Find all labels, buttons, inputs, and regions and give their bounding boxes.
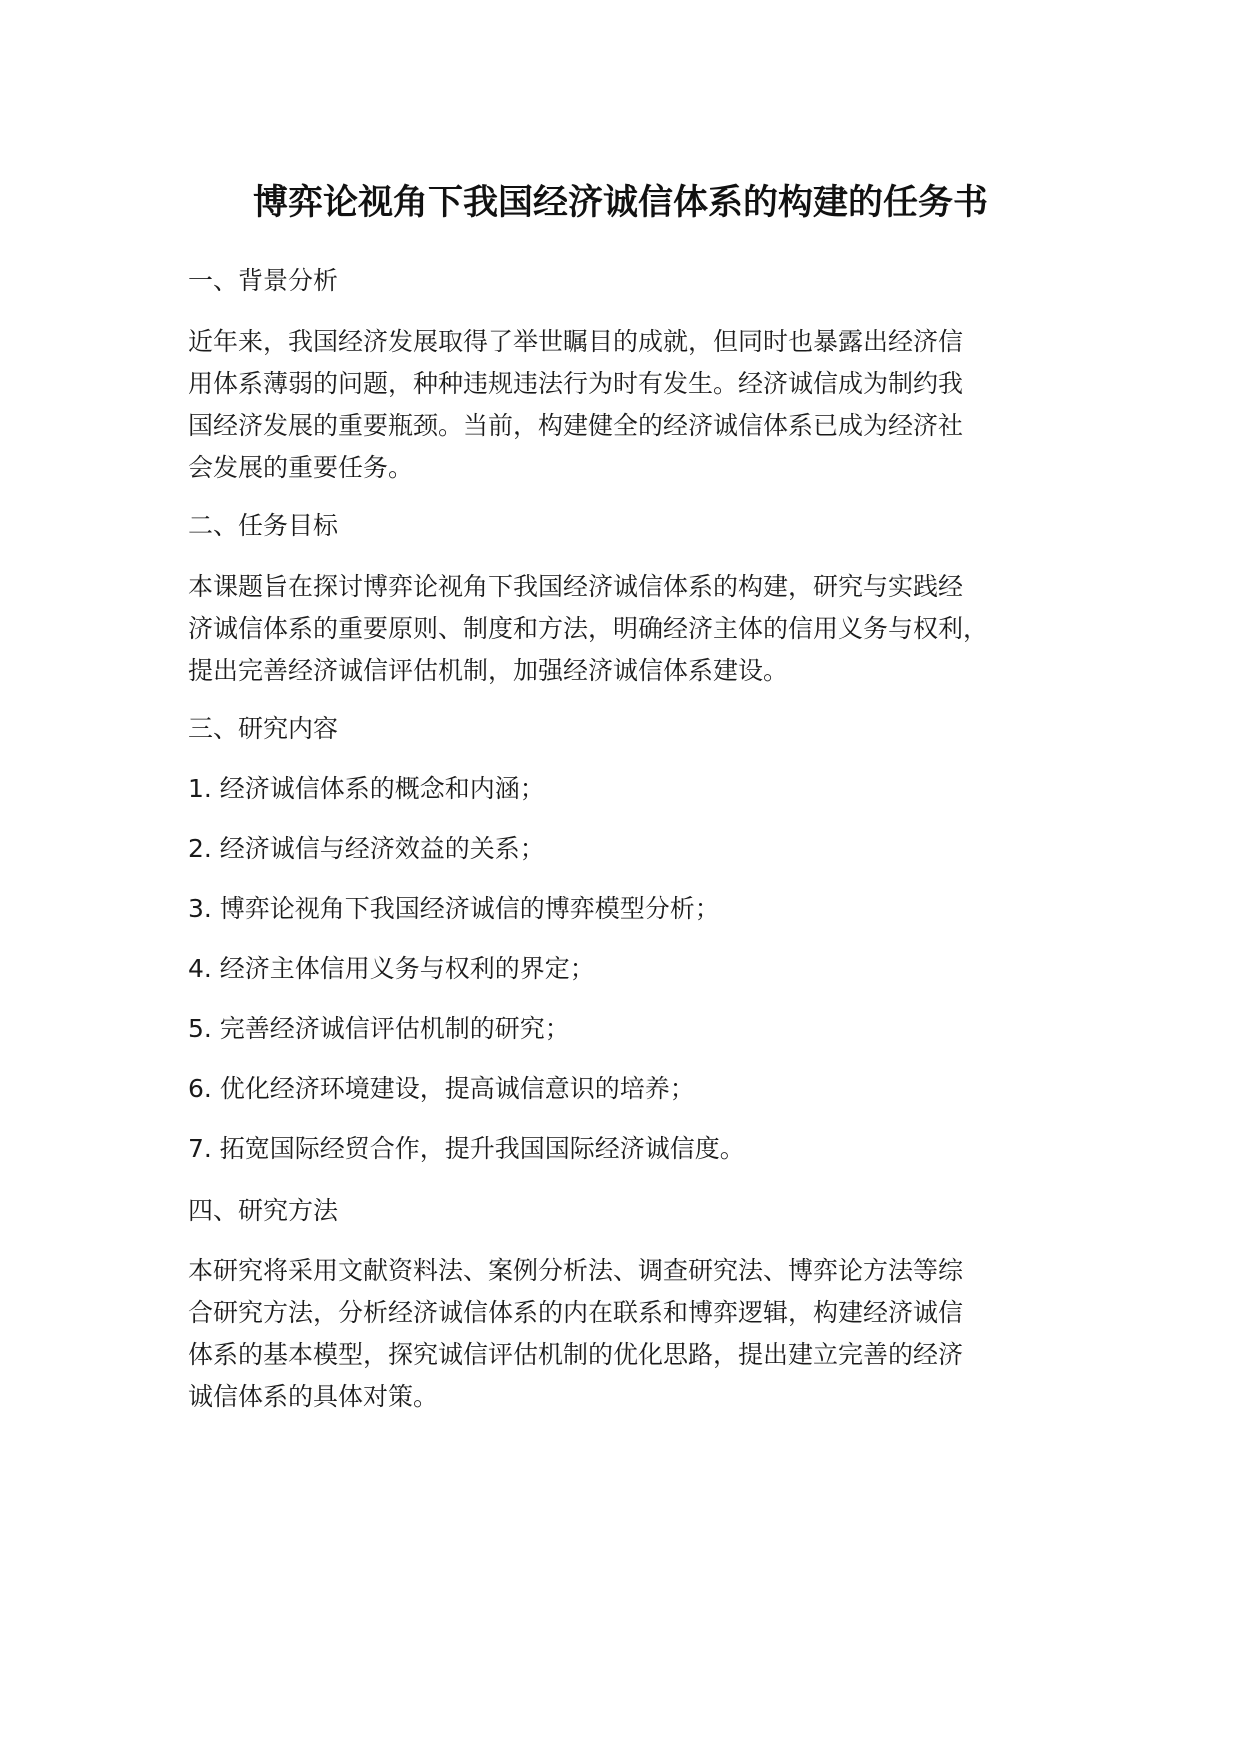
paragraph-line: 提出完善经济诚信评估机制，加强经济诚信体系建设。 (188, 656, 789, 685)
paragraph-line: 体系的基本模型，探究诚信评估机制的优化思路，提出建立完善的经济 (188, 1340, 964, 1369)
list-item: 3. 博弈论视角下我国经济诚信的博弈模型分析； (188, 894, 720, 923)
list-item: 4. 经济主体信用义务与权利的界定； (188, 954, 595, 983)
list-item: 6. 优化经济环境建设，提高诚信意识的培养； (188, 1074, 695, 1103)
paragraph-line: 国经济发展的重要瓶颈。当前，构建健全的经济诚信体系已成为经济社 (188, 411, 964, 440)
section-heading-method: 四、研究方法 (188, 1196, 339, 1225)
section-heading-background: 一、背景分析 (188, 266, 339, 295)
paragraph-line: 济诚信体系的重要原则、制度和方法，明确经济主体的信用义务与权利， (188, 614, 989, 643)
paragraph-line: 本课题旨在探讨博弈论视角下我国经济诚信体系的构建，研究与实践经 (188, 572, 964, 601)
list-item: 2. 经济诚信与经济效益的关系； (188, 834, 545, 863)
list-item: 7. 拓宽国际经贸合作，提升我国国际经济诚信度。 (188, 1134, 745, 1163)
section-body-goal (188, 566, 1088, 692)
paragraph-line: 用体系薄弱的问题，种种违规违法行为时有发生。经济诚信成为制约我 (188, 369, 964, 398)
section-heading-goal: 二、任务目标 (188, 511, 339, 540)
paragraph-line: 本研究将采用文献资料法、案例分析法、调查研究法、博弈论方法等综 (188, 1256, 964, 1285)
document-title: 博弈论视角下我国经济诚信体系的构建的任务书 (252, 183, 988, 223)
section-body-background (188, 321, 1088, 489)
list-item: 1. 经济诚信体系的概念和内涵； (188, 774, 545, 803)
section-body-method (188, 1250, 1088, 1418)
paragraph-line: 诚信体系的具体对策。 (188, 1382, 439, 1411)
paragraph-line: 合研究方法，分析经济诚信体系的内在联系和博弈逻辑，构建经济诚信 (188, 1298, 964, 1327)
paragraph-line: 近年来，我国经济发展取得了举世瞩目的成就，但同时也暴露出经济信 (188, 327, 964, 356)
paragraph-line: 会发展的重要任务。 (188, 453, 414, 482)
section-heading-content: 三、研究内容 (188, 714, 339, 743)
list-item: 5. 完善经济诚信评估机制的研究； (188, 1014, 570, 1043)
